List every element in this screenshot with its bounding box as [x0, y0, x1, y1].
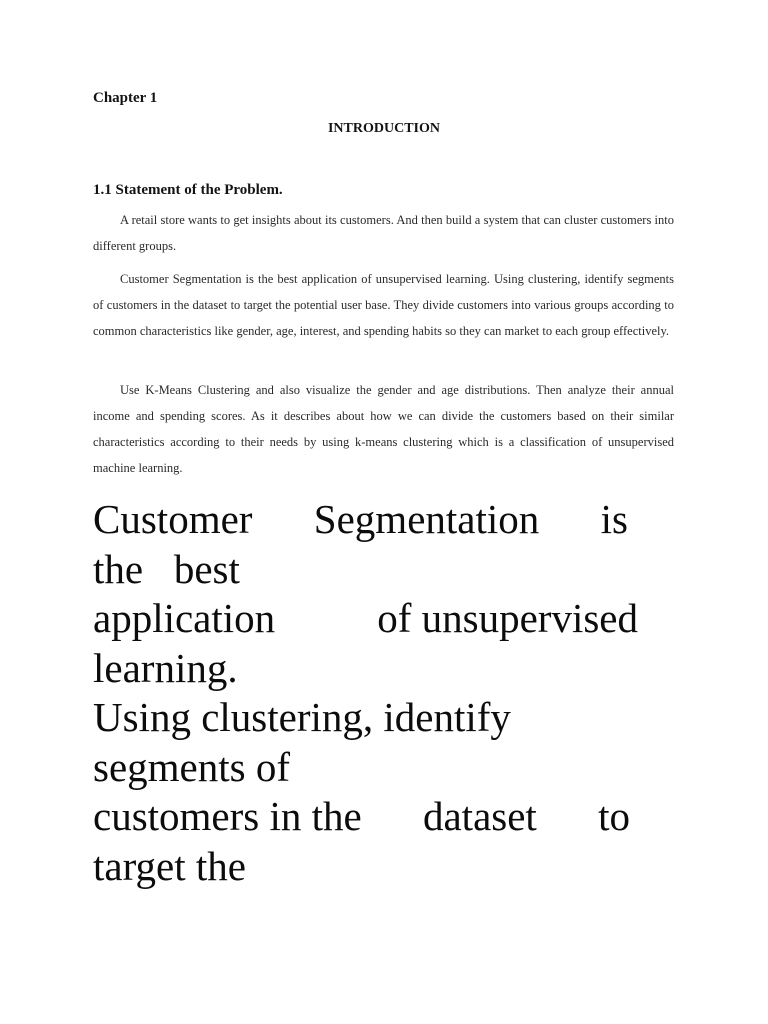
paragraph-1: A retail store wants to get insights about its customers. And then build a system that can cluster customers into different groups.	[93, 213, 674, 253]
callout-line-8: target the	[93, 842, 246, 889]
callout-line-1	[93, 495, 628, 545]
callout-word: customers in the	[93, 793, 362, 839]
callout-line-5: Using clustering, identify	[93, 694, 511, 740]
section-heading: 1.1 Statement of the Problem.	[93, 182, 283, 198]
chapter-heading: INTRODUCTION	[327, 121, 440, 136]
chapter-label: Chapter 1	[93, 90, 158, 106]
callout-word: dataset	[422, 793, 537, 839]
paragraph-2: Customer Segmentation is the best application of unsupervised learning. Using clustering, identify segments of customers in the dataset to target the potential user base. They divide customers into various groups according to common characteristics like gender, age, interest, and spending habits so they can market to each group effectively.	[93, 272, 674, 338]
callout-text: the best	[93, 545, 240, 592]
callout-word: Customer	[93, 496, 253, 542]
enlarged-text-excerpt	[93, 495, 653, 891]
callout-line-4: learning.	[93, 644, 238, 691]
callout-line-3	[93, 594, 638, 644]
callout-line-6: segments of	[93, 743, 290, 790]
callout-word: to	[598, 793, 630, 839]
callout-word: application	[93, 595, 276, 641]
callout-word: Segmentation	[313, 496, 540, 542]
callout-word: is	[600, 496, 628, 542]
callout-line-2	[93, 545, 653, 595]
callout-line-7	[93, 792, 630, 842]
paragraph-3: Use K-Means Clustering and also visualize the gender and age distributions. Then analyze their annual income and spending scores. As it describes about how we can divide the customers based on their similar characteristics according to their needs by using k-means clustering which is a classification of unsupervised machine learning.	[93, 383, 674, 475]
callout-word: of unsupervised	[377, 595, 638, 641]
